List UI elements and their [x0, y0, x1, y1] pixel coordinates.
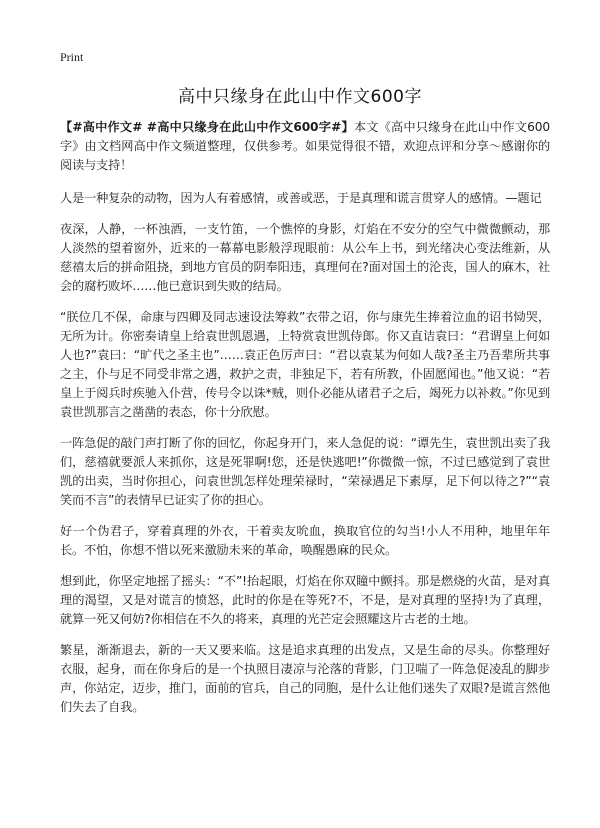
epigraph-paragraph: 人是一种复杂的动物，因为人有着感情，或善或恶，于是真理和谎言贯穿人的感情。—题记 — [60, 191, 542, 205]
intro-text: 本文《高中只缘身在此山中作文600字》由文档网高中作文频道整理，仅供参考。如果觉得很不错，欢迎点评和分享～感谢你的阅读与支持！ — [60, 120, 550, 172]
body-paragraph-1: 夜深，人静，一杯浊酒，一支竹笛，一个憔悴的身影，灯焰在不安分的空气中微微颤动，那人淡然的望着窗外，近来的一幕幕电影般浮现眼前：从公车上书，到光绪决心变法维新，从慈禧太后的拼命阻挠，到地方官员的阴奉阳违，真理何在?面对国土的沦丧，国人的麻木，社会的腐朽败坏……他已意识到失败的结局。 — [60, 222, 550, 293]
print-label[interactable]: Print — [60, 50, 84, 64]
body-paragraph-5: 想到此，你坚定地摇了摇头：“不”!抬起眼，灯焰在你双瞳中颤抖。那是燃烧的火苗，是对真理的渴望，又是对谎言的愤怒，此时的你是在等死?不，不是，是对真理的坚持!为了真理，就算一死又何妨?你相信在不久的将来，真理的光芒定会照耀这片古老的土地。 — [60, 574, 550, 626]
body-paragraph-2: “朕位几不保，命康与四卿及同志速设法筹救”衣带之诏，你与康先生捧着泣血的诏书恸哭，无所为计。你密奏请皇上给袁世凯恩遇，上特赏袁世凯侍郎。你又直诘袁曰：“君谓皇上何如人也?”袁曰：“旷代之圣主也”……袁正色厉声曰：“君以袁某为何如人哉?圣主乃吾辈所共事之主，仆与足不同受非常之遇，救护之责，非独足下，若有所教，仆固愿闻也。”他又说：“若皇上于阅兵时疾驰入仆营，传号令以诛*贼，则仆必能从诸君子之后，竭死力以补救。”你见到袁世凯那言之凿凿的表态，你十分欣慰。 — [60, 310, 550, 419]
body-paragraph-6: 繁星，渐渐退去，新的一天又要来临。这是追求真理的出发点，又是生命的尽头。你整理好衣服，起身，而在你身后的是一个执照目凄凉与沦落的背影，门卫喘了一阵急促凌乱的脚步声，你站定，迈步，推门，面前的官兵，自己的同胞，是什么让他们迷失了双眼?是谎言然他们失去了自我。 — [60, 643, 550, 714]
intro-paragraph — [60, 118, 550, 175]
article-title: 高中只缘身在此山中作文600字 — [178, 87, 422, 107]
intro-tag: 【#高中作文# #高中只缘身在此山中作文600字#】 — [60, 120, 354, 134]
body-paragraph-3: 一阵急促的敲门声打断了你的回忆，你起身开门，来人急促的说：“谭先生，袁世凯出卖了我们，慈禧就要派人来抓你，这是死罪啊!您，还是快逃吧!”你微微一惊，不过已感觉到了袁世凯的出卖，当时你担心，问袁世凯怎样处理荣禄时，“荣禄遇足下素厚，足下何以待之?”“袁笑而不言”的表情早已证实了你的担心。 — [60, 436, 550, 507]
article-body — [60, 118, 550, 729]
body-paragraph-4: 好一个伪君子，穿着真理的外衣，干着卖友吮血，换取官位的勾当!小人不用种，地里年年长。不怕，你想不惜以死来激励未来的革命，唤醒愚麻的民众。 — [60, 524, 550, 557]
